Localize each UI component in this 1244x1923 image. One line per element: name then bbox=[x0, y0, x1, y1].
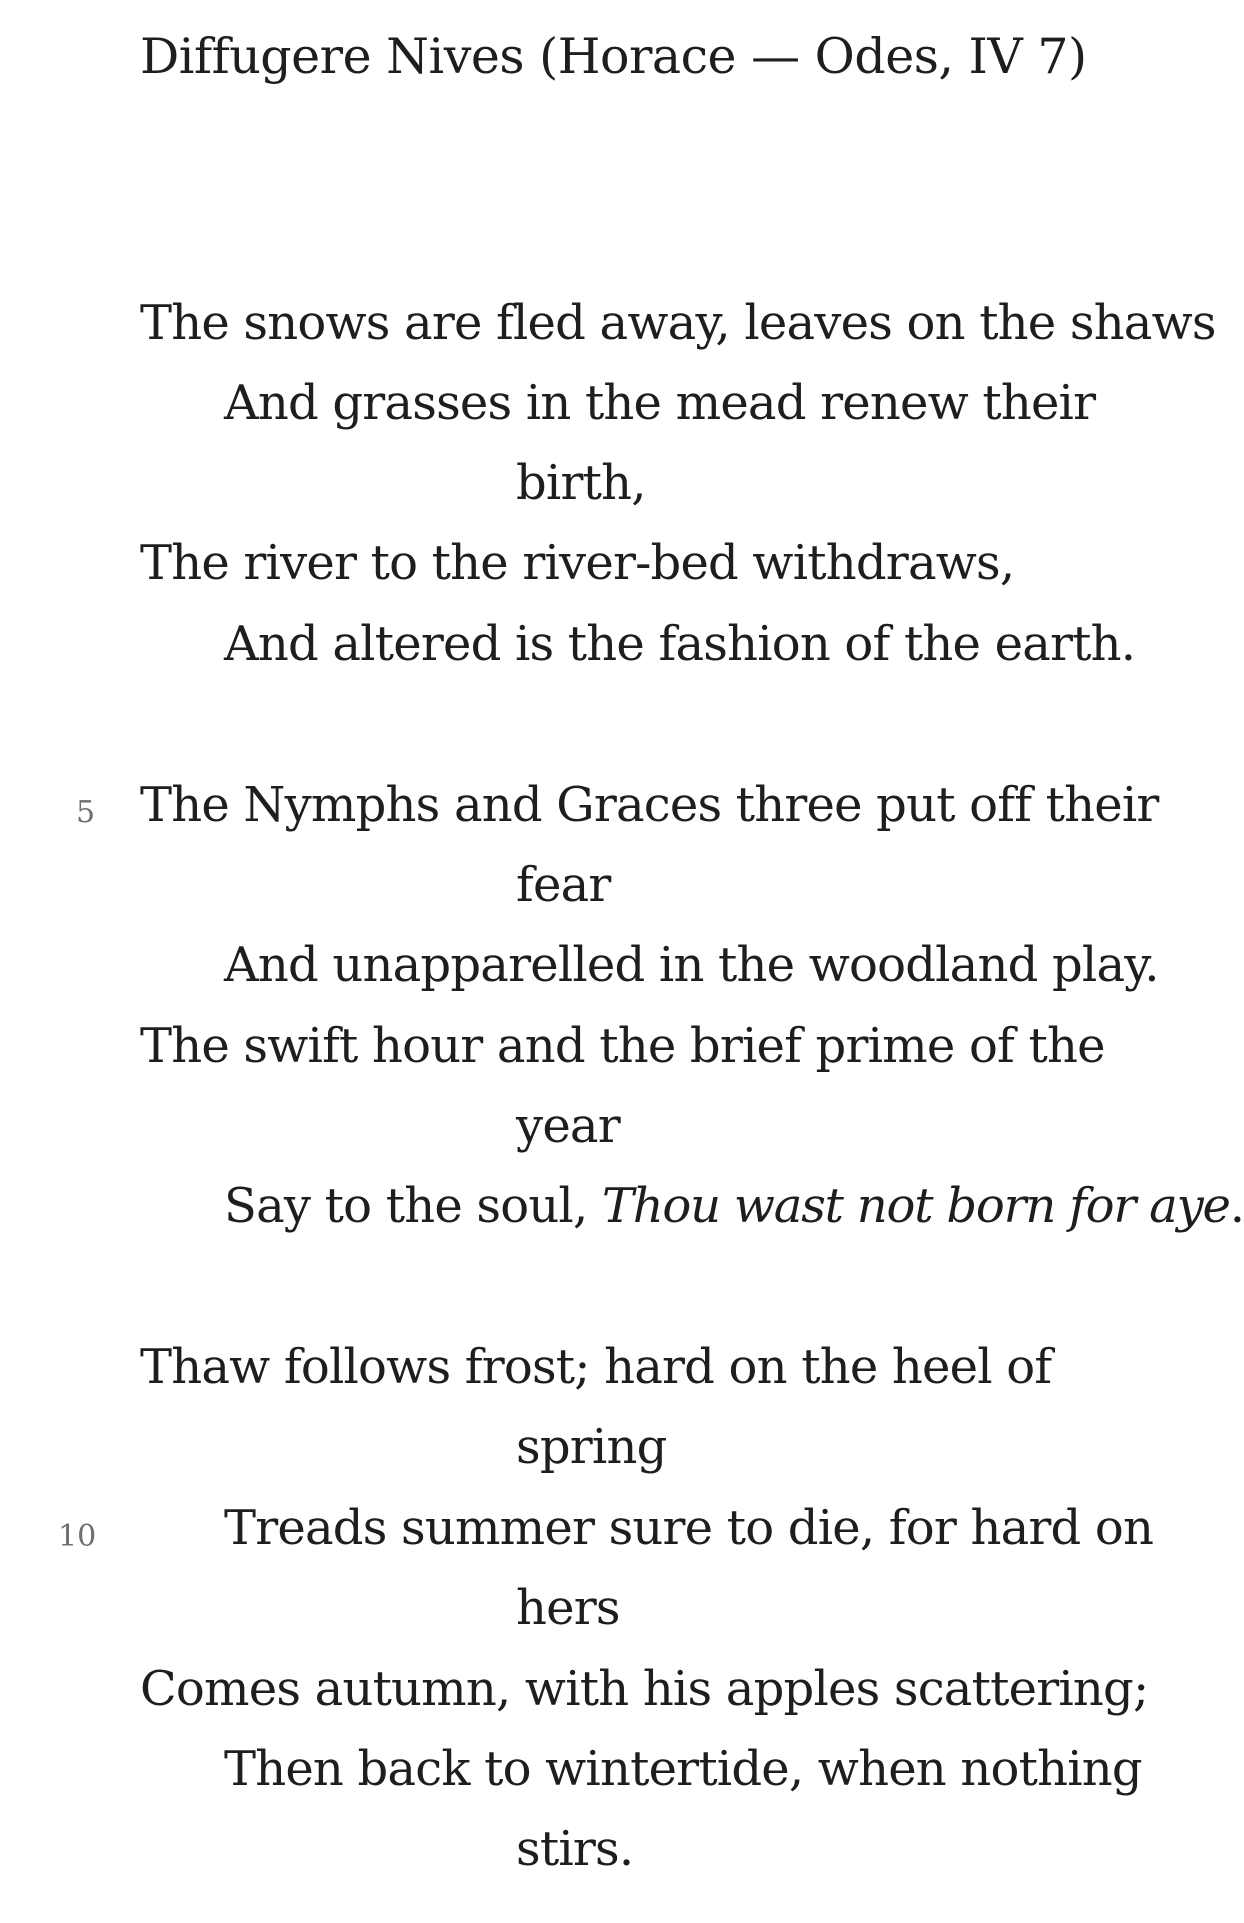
line-number-10: 10 bbox=[58, 1519, 97, 1554]
poem-line-6: And unapparelled in the woodland play. bbox=[224, 937, 1159, 993]
line-8-end: . bbox=[1229, 1178, 1244, 1234]
poem-line-12-wrap: stirs. bbox=[516, 1821, 634, 1877]
poem-line-2-wrap: birth, bbox=[516, 455, 646, 511]
poem-line-12: Then back to wintertide, when nothing bbox=[224, 1741, 1142, 1797]
line-8-italic: Thou wast not born for aye bbox=[601, 1178, 1230, 1234]
poem-line-7-wrap: year bbox=[516, 1098, 620, 1154]
line-8-plain: Say to the soul, bbox=[224, 1178, 602, 1234]
poem-line-2: And grasses in the mead renew their bbox=[224, 375, 1096, 431]
poem-line-10-wrap: hers bbox=[516, 1580, 620, 1636]
poem-line-8 bbox=[224, 1171, 1244, 1241]
poem-line-5-wrap: fear bbox=[516, 857, 611, 913]
poem-line-9-wrap: spring bbox=[516, 1419, 667, 1475]
poem-line-4: And altered is the fashion of the earth. bbox=[224, 616, 1136, 672]
poem-line-5: The Nymphs and Graces three put off their bbox=[140, 777, 1159, 833]
poem-line-3: The river to the river-bed withdraws, bbox=[140, 535, 1015, 591]
poem-line-9: Thaw follows frost; hard on the heel of bbox=[140, 1339, 1052, 1395]
poem-line-10: Treads summer sure to die, for hard on bbox=[224, 1500, 1154, 1556]
poem-title: Diffugere Nives (Horace — Odes, IV 7) bbox=[140, 28, 1087, 85]
poem-line-1: The snows are fled away, leaves on the shaws bbox=[140, 295, 1216, 351]
poem-line-7: The swift hour and the brief prime of the bbox=[140, 1018, 1105, 1074]
line-number-5: 5 bbox=[76, 795, 96, 830]
poem-line-11: Comes autumn, with his apples scattering; bbox=[140, 1661, 1149, 1717]
